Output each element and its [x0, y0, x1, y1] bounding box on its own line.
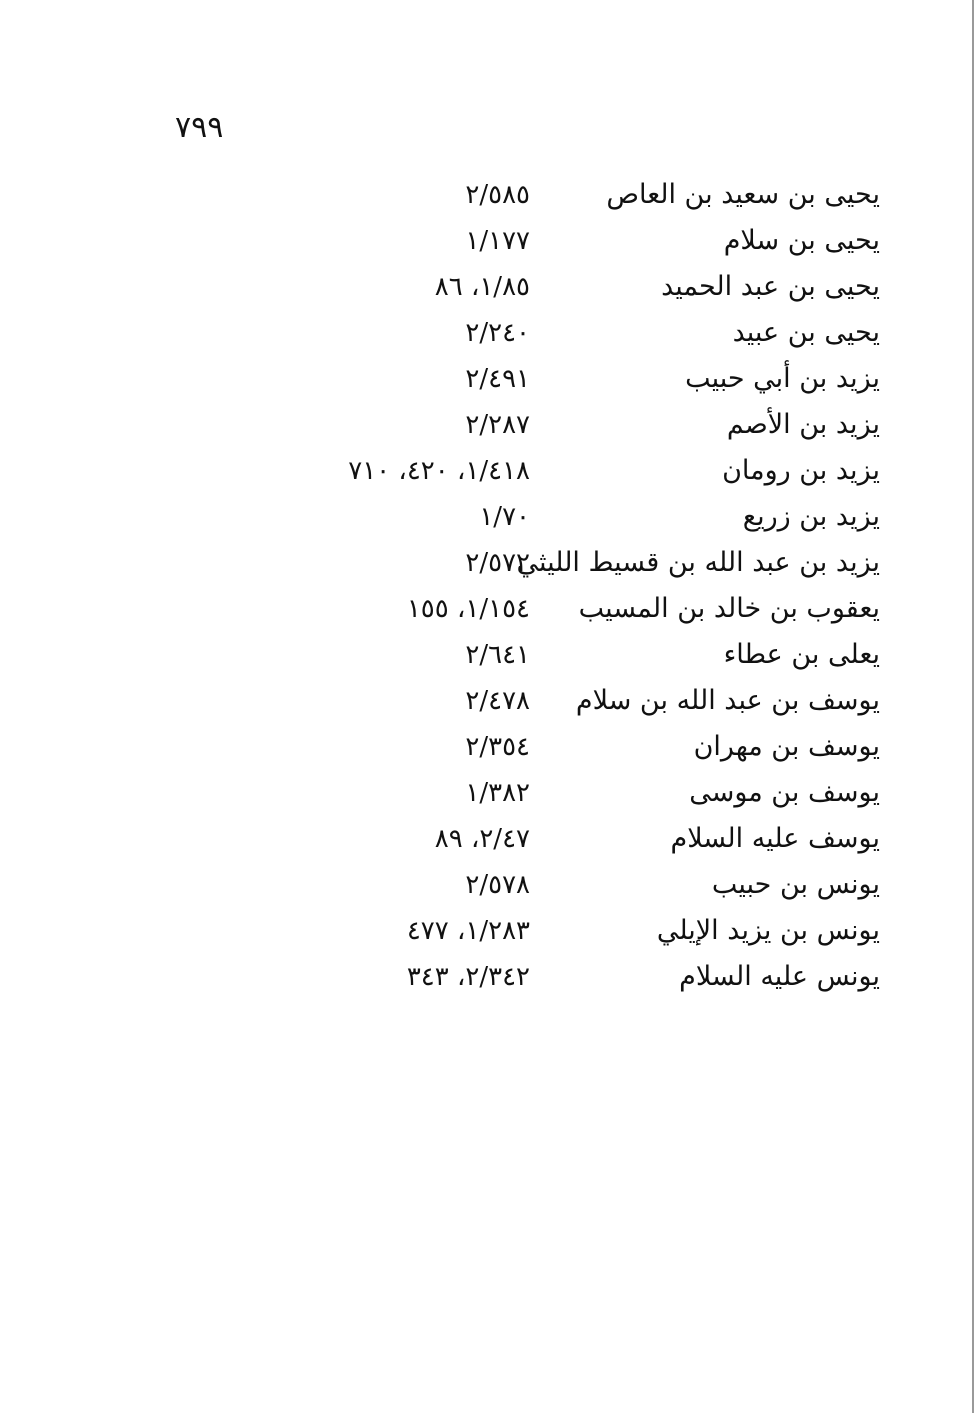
index-entry	[0, 264, 978, 310]
entry-name: يوسف عليه السلام	[670, 823, 880, 854]
page-edge-line	[972, 0, 974, 1413]
entry-name: يحيى بن سعيد بن العاص	[606, 179, 880, 210]
entry-name: يوسف بن موسى	[689, 777, 880, 808]
index-entry	[0, 310, 978, 356]
entry-name: يزيد بن رومان	[722, 455, 880, 486]
index-entry	[0, 678, 978, 724]
entry-name: يحيى بن سلام	[723, 225, 880, 256]
index-entry	[0, 816, 978, 862]
entry-name: يزيد بن زريع	[742, 501, 880, 532]
entry-references: ١/٧٠	[479, 502, 530, 532]
index-list	[0, 172, 978, 1000]
entry-name: يعقوب بن خالد بن المسيب	[578, 593, 880, 624]
entry-name: يونس عليه السلام	[679, 961, 880, 992]
index-entry	[0, 448, 978, 494]
entry-references: ٢/٣٤٢، ٣٤٣	[406, 962, 530, 992]
entry-name: يحيى بن عبيد	[732, 317, 880, 348]
entry-name: يزيد بن الأصم	[726, 409, 880, 440]
entry-references: ٢/٥٨٥	[465, 180, 530, 210]
entry-references: ٢/٤٧، ٨٩	[434, 824, 530, 854]
entry-references: ١/١٧٧	[465, 226, 530, 256]
index-entry	[0, 862, 978, 908]
page-number: ٧٩٩	[175, 110, 224, 145]
index-entry	[0, 632, 978, 678]
index-entry	[0, 908, 978, 954]
entry-name: يوسف بن مهران	[693, 731, 880, 762]
entry-references: ١/٤١٨، ٤٢٠، ٧١٠	[348, 456, 530, 486]
index-entry	[0, 954, 978, 1000]
entry-references: ٢/٢٨٧	[465, 410, 530, 440]
index-entry	[0, 724, 978, 770]
entry-references: ٢/٥٧٢	[465, 548, 530, 578]
entry-references: ٢/٥٧٨	[465, 870, 530, 900]
entry-references: ١/١٥٤، ١٥٥	[406, 594, 530, 624]
entry-references: ٢/٣٥٤	[465, 732, 530, 762]
index-entry	[0, 540, 978, 586]
entry-name: يعلى بن عطاء	[723, 639, 880, 670]
entry-name: يوسف بن عبد الله بن سلام	[575, 685, 880, 716]
index-entry	[0, 172, 978, 218]
entry-references: ١/٢٨٣، ٤٧٧	[406, 916, 530, 946]
entry-references: ٢/٦٤١	[465, 640, 530, 670]
entry-references: ٢/٢٤٠	[465, 318, 530, 348]
index-entry	[0, 586, 978, 632]
entry-references: ١/٨٥، ٨٦	[434, 272, 530, 302]
index-entry	[0, 494, 978, 540]
index-entry	[0, 770, 978, 816]
entry-references: ٢/٤٩١	[465, 364, 530, 394]
entry-name: يزيد بن أبي حبيب	[685, 363, 880, 394]
index-entry	[0, 356, 978, 402]
index-entry	[0, 402, 978, 448]
entry-name: يونس بن حبيب	[711, 869, 880, 900]
entry-references: ١/٣٨٢	[465, 778, 530, 808]
entry-name: يزيد بن عبد الله بن قسيط الليثي	[516, 547, 880, 578]
entry-references: ٢/٤٧٨	[465, 686, 530, 716]
entry-name: يونس بن يزيد الإيلي	[656, 915, 880, 946]
entry-name: يحيى بن عبد الحميد	[661, 271, 880, 302]
index-entry	[0, 218, 978, 264]
